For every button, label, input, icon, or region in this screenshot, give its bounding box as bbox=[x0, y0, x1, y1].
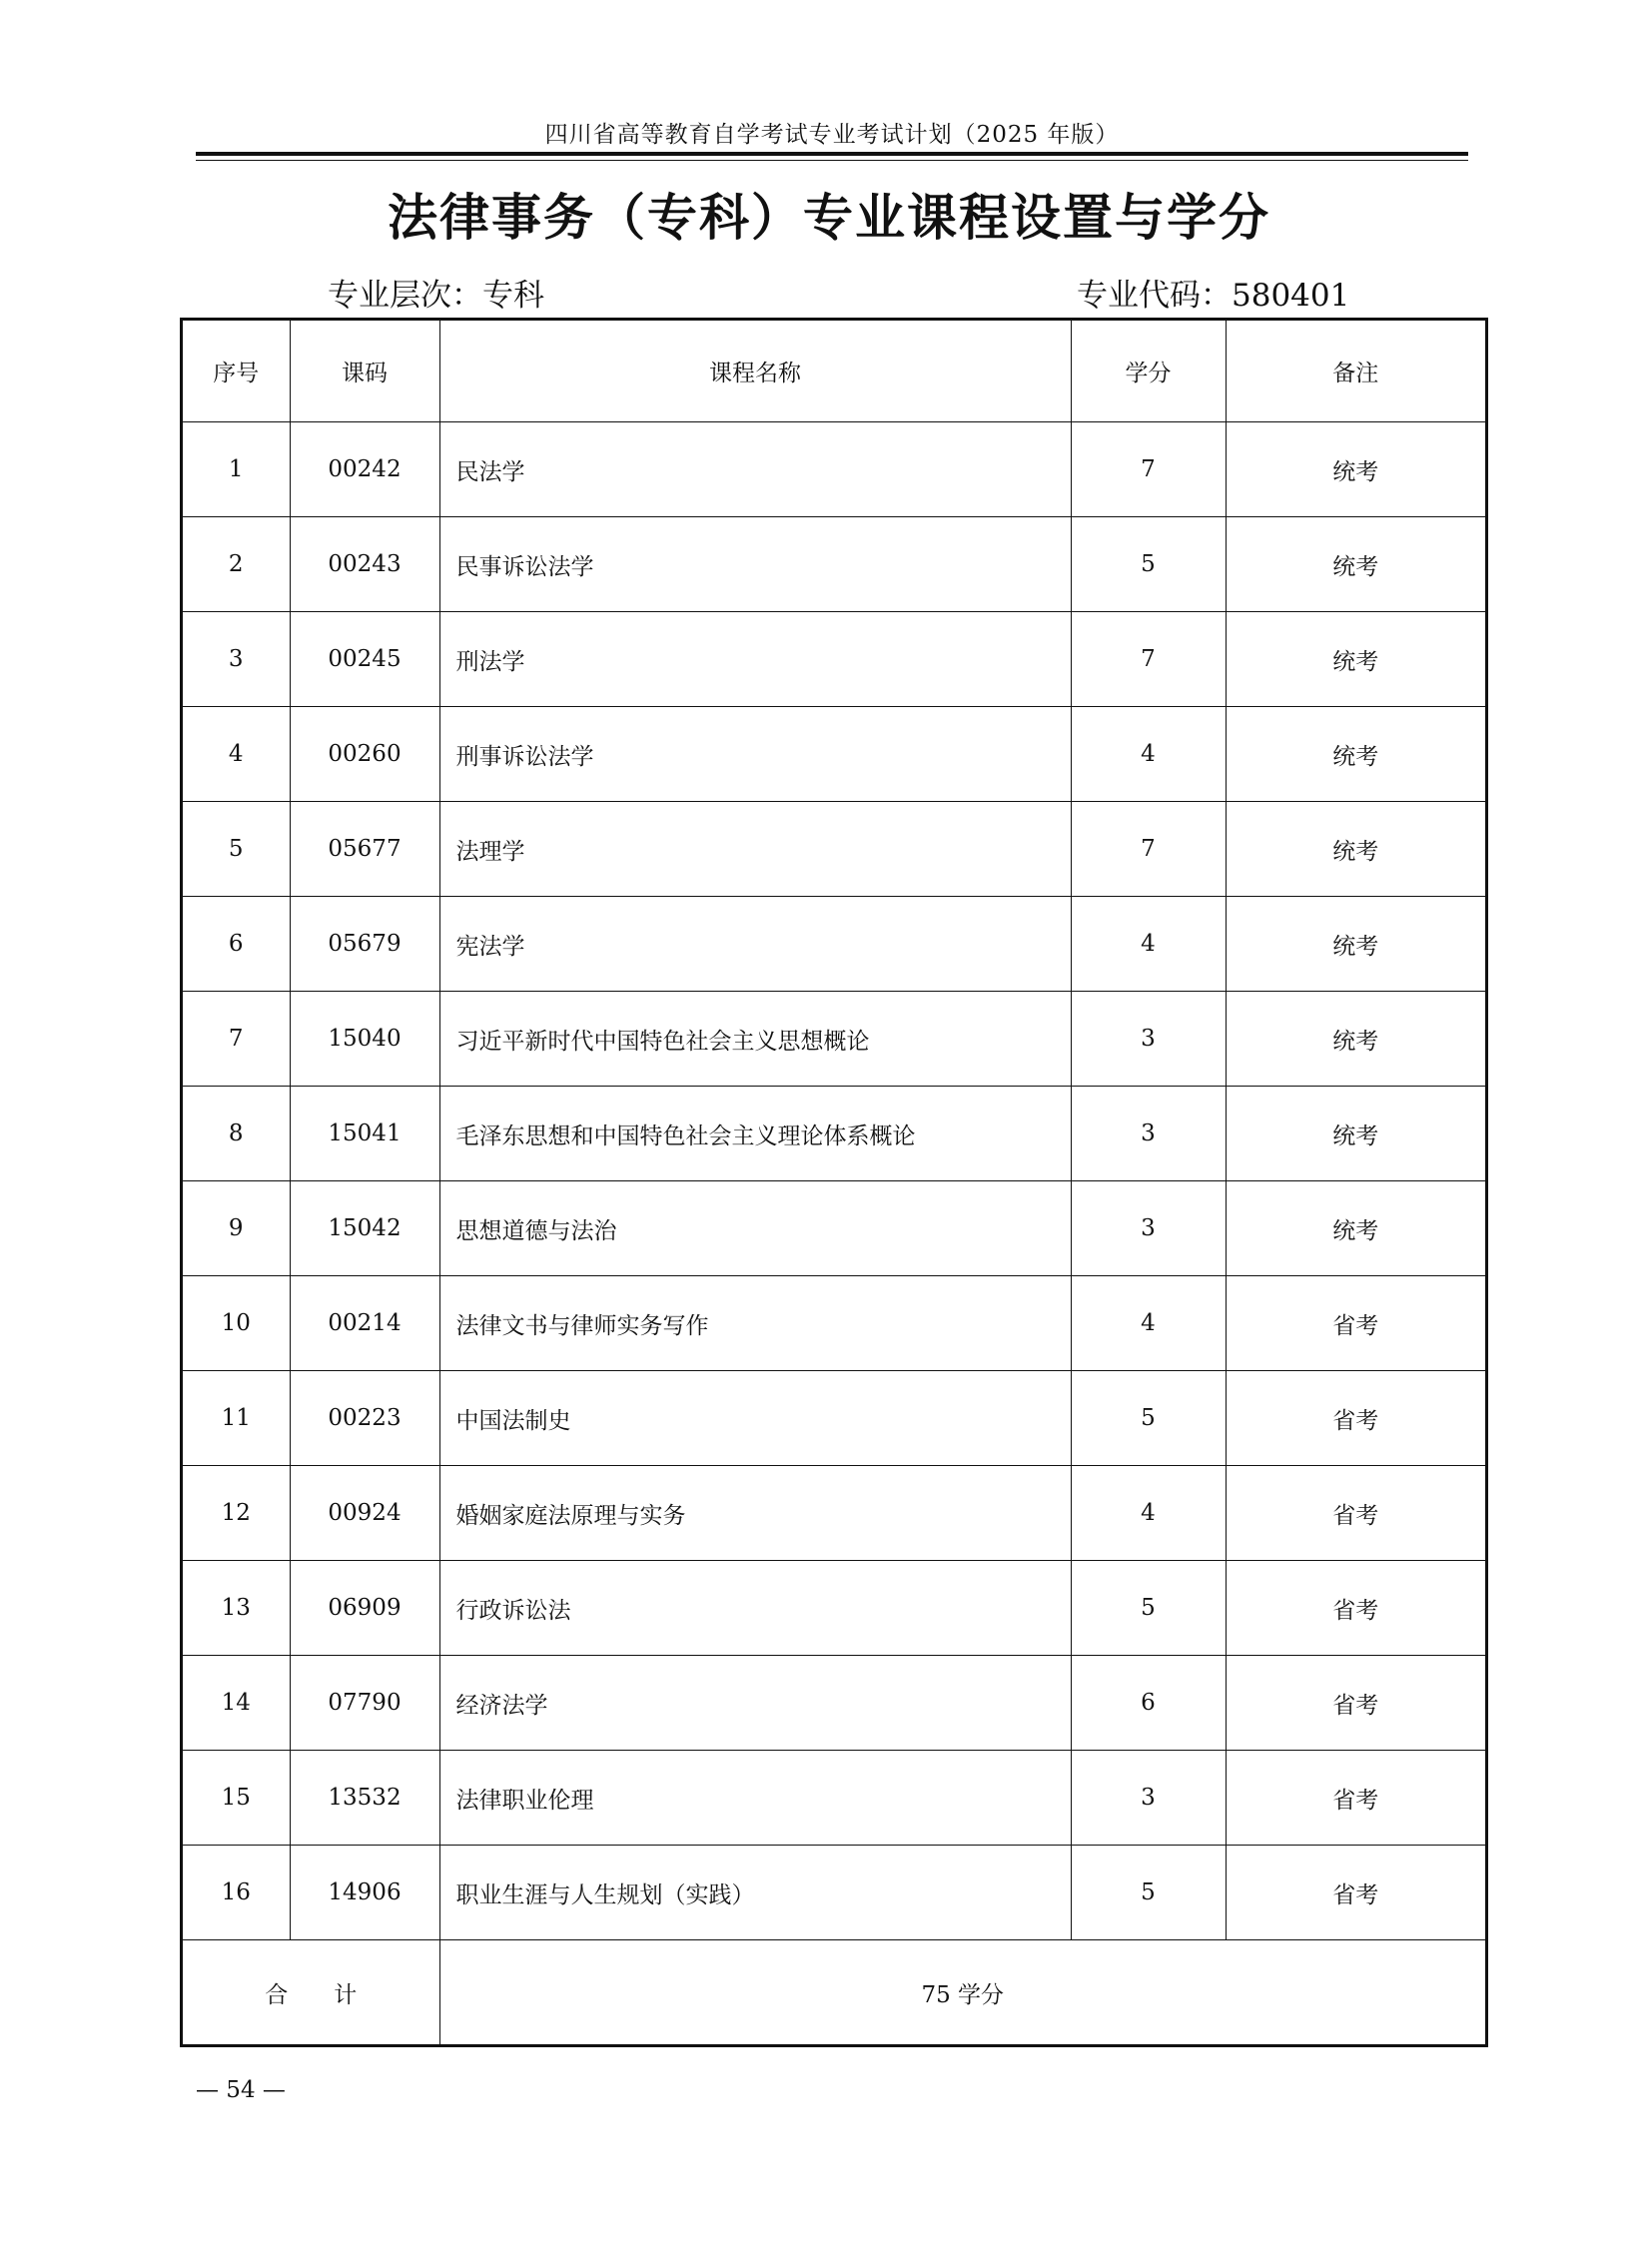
course-credits: 3 bbox=[1071, 1181, 1226, 1276]
course-credits: 4 bbox=[1071, 897, 1226, 992]
course-code: 15041 bbox=[290, 1087, 439, 1181]
table-header-row bbox=[183, 321, 1485, 422]
page-number: — 54 — bbox=[196, 2077, 286, 2103]
course-note: 省考 bbox=[1226, 1371, 1485, 1466]
row-number: 3 bbox=[183, 612, 290, 707]
table-row bbox=[183, 1371, 1485, 1466]
course-code: 13532 bbox=[290, 1751, 439, 1846]
header-note: 备注 bbox=[1226, 321, 1485, 422]
course-credits: 7 bbox=[1071, 422, 1226, 517]
course-table-frame bbox=[180, 318, 1488, 2047]
header-name: 课程名称 bbox=[439, 321, 1071, 422]
course-note: 省考 bbox=[1226, 1276, 1485, 1371]
course-credits: 4 bbox=[1071, 1466, 1226, 1561]
course-name: 民法学 bbox=[439, 422, 1071, 517]
table-row bbox=[183, 517, 1485, 612]
course-note: 统考 bbox=[1226, 612, 1485, 707]
course-note: 统考 bbox=[1226, 802, 1485, 897]
course-note: 统考 bbox=[1226, 422, 1485, 517]
row-number: 15 bbox=[183, 1751, 290, 1846]
course-note: 统考 bbox=[1226, 992, 1485, 1087]
major-level-label: 专业层次：专科 bbox=[328, 278, 544, 314]
header-credits: 学分 bbox=[1071, 321, 1226, 422]
major-code-label: 专业代码：580401 bbox=[1077, 278, 1350, 314]
course-name: 刑事诉讼法学 bbox=[439, 707, 1071, 802]
table-row bbox=[183, 1087, 1485, 1181]
course-credits: 4 bbox=[1071, 1276, 1226, 1371]
row-number: 13 bbox=[183, 1561, 290, 1656]
course-code: 00243 bbox=[290, 517, 439, 612]
course-note: 省考 bbox=[1226, 1561, 1485, 1656]
course-credits: 5 bbox=[1071, 1371, 1226, 1466]
course-note: 统考 bbox=[1226, 1087, 1485, 1181]
header-code: 课码 bbox=[290, 321, 439, 422]
course-credits: 5 bbox=[1071, 1561, 1226, 1656]
course-credits: 7 bbox=[1071, 612, 1226, 707]
course-note: 统考 bbox=[1226, 897, 1485, 992]
course-name: 中国法制史 bbox=[439, 1371, 1071, 1466]
header-rule-thin bbox=[196, 160, 1468, 161]
course-name: 法理学 bbox=[439, 802, 1071, 897]
course-code: 07790 bbox=[290, 1656, 439, 1751]
course-name: 经济法学 bbox=[439, 1656, 1071, 1751]
row-number: 8 bbox=[183, 1087, 290, 1181]
row-number: 14 bbox=[183, 1656, 290, 1751]
course-note: 省考 bbox=[1226, 1466, 1485, 1561]
table-row bbox=[183, 1276, 1485, 1371]
course-note: 省考 bbox=[1226, 1656, 1485, 1751]
course-name: 毛泽东思想和中国特色社会主义理论体系概论 bbox=[439, 1087, 1071, 1181]
course-credits: 4 bbox=[1071, 707, 1226, 802]
table-row bbox=[183, 1181, 1485, 1276]
course-name: 职业生涯与人生规划（实践） bbox=[439, 1846, 1071, 1940]
table-row bbox=[183, 612, 1485, 707]
running-header: 四川省高等教育自学考试专业考试计划（2025 年版） bbox=[544, 122, 1120, 148]
course-code: 14906 bbox=[290, 1846, 439, 1940]
course-credits: 5 bbox=[1071, 1846, 1226, 1940]
table-row bbox=[183, 1751, 1485, 1846]
row-number: 12 bbox=[183, 1466, 290, 1561]
course-credits: 6 bbox=[1071, 1656, 1226, 1751]
row-number: 2 bbox=[183, 517, 290, 612]
table-row bbox=[183, 992, 1485, 1087]
table-row bbox=[183, 1561, 1485, 1656]
course-code: 00245 bbox=[290, 612, 439, 707]
course-note: 统考 bbox=[1226, 707, 1485, 802]
course-name: 宪法学 bbox=[439, 897, 1071, 992]
course-note: 统考 bbox=[1226, 517, 1485, 612]
course-code: 15040 bbox=[290, 992, 439, 1087]
header-rule-thick bbox=[196, 152, 1468, 156]
row-number: 7 bbox=[183, 992, 290, 1087]
course-name: 婚姻家庭法原理与实务 bbox=[439, 1466, 1071, 1561]
row-number: 10 bbox=[183, 1276, 290, 1371]
course-credits: 3 bbox=[1071, 1751, 1226, 1846]
course-name: 法律职业伦理 bbox=[439, 1751, 1071, 1846]
course-credits: 5 bbox=[1071, 517, 1226, 612]
table-row bbox=[183, 422, 1485, 517]
table-row bbox=[183, 1846, 1485, 1940]
course-code: 00260 bbox=[290, 707, 439, 802]
course-credits: 3 bbox=[1071, 1087, 1226, 1181]
course-name: 民事诉讼法学 bbox=[439, 517, 1071, 612]
course-code: 00214 bbox=[290, 1276, 439, 1371]
course-code: 00242 bbox=[290, 422, 439, 517]
course-table bbox=[183, 321, 1485, 2044]
course-code: 05677 bbox=[290, 802, 439, 897]
course-name: 习近平新时代中国特色社会主义思想概论 bbox=[439, 992, 1071, 1087]
header-no: 序号 bbox=[183, 321, 290, 422]
total-value: 75 学分 bbox=[439, 1940, 1485, 2045]
table-row bbox=[183, 897, 1485, 992]
row-number: 1 bbox=[183, 422, 290, 517]
course-code: 05679 bbox=[290, 897, 439, 992]
course-code: 00223 bbox=[290, 1371, 439, 1466]
course-name: 刑法学 bbox=[439, 612, 1071, 707]
course-code: 06909 bbox=[290, 1561, 439, 1656]
course-name: 思想道德与法治 bbox=[439, 1181, 1071, 1276]
row-number: 9 bbox=[183, 1181, 290, 1276]
page-title: 法律事务（专科）专业课程设置与学分 bbox=[388, 189, 1270, 247]
course-code: 00924 bbox=[290, 1466, 439, 1561]
course-name: 行政诉讼法 bbox=[439, 1561, 1071, 1656]
course-name: 法律文书与律师实务写作 bbox=[439, 1276, 1071, 1371]
course-note: 省考 bbox=[1226, 1751, 1485, 1846]
row-number: 6 bbox=[183, 897, 290, 992]
table-row bbox=[183, 1466, 1485, 1561]
table-row bbox=[183, 1656, 1485, 1751]
total-row bbox=[183, 1940, 1485, 2045]
table-row bbox=[183, 802, 1485, 897]
course-credits: 7 bbox=[1071, 802, 1226, 897]
row-number: 16 bbox=[183, 1846, 290, 1940]
course-note: 统考 bbox=[1226, 1181, 1485, 1276]
row-number: 4 bbox=[183, 707, 290, 802]
course-code: 15042 bbox=[290, 1181, 439, 1276]
row-number: 5 bbox=[183, 802, 290, 897]
table-row bbox=[183, 707, 1485, 802]
row-number: 11 bbox=[183, 1371, 290, 1466]
total-label: 合 计 bbox=[183, 1940, 439, 2045]
course-note: 省考 bbox=[1226, 1846, 1485, 1940]
course-credits: 3 bbox=[1071, 992, 1226, 1087]
